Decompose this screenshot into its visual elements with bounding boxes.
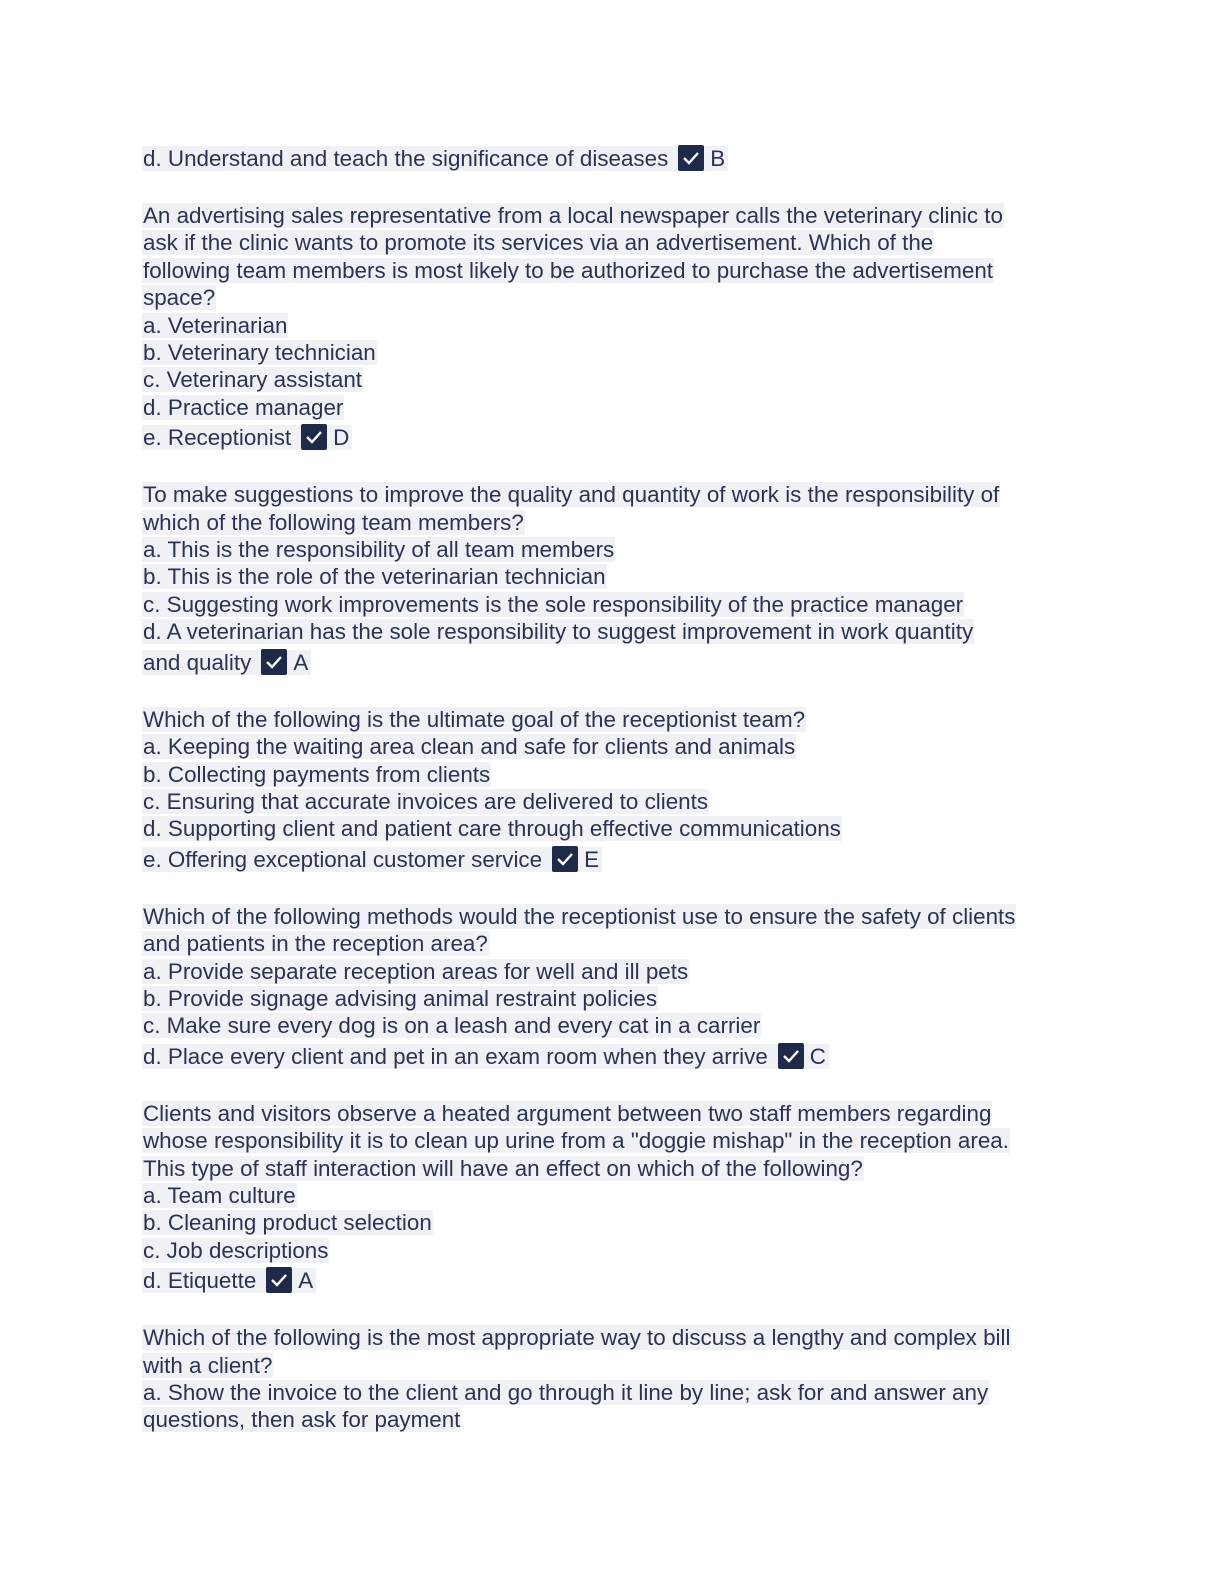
answer-key: B [710, 146, 726, 171]
option-text: b. Provide signage advising animal restraint policies [143, 985, 658, 1011]
checkmark-icon [266, 1267, 292, 1293]
question-block-6 [142, 1100, 1082, 1297]
option-text: a. Show the invoice to the client and go through it line by line; ask for and answer any [143, 1380, 989, 1405]
question-text: which of the following team members? [143, 509, 524, 535]
question-text: whose responsibility it is to clean up urine from a "doggie mishap" in the reception area. [143, 1128, 1009, 1154]
option-text: and quality [143, 649, 252, 675]
question-text: Which of the following is the ultimate goal of the receptionist team? [143, 706, 806, 732]
question-text: following team members is most likely to be authorized to purchase the advertisement [143, 257, 994, 283]
option-text: b. Collecting payments from clients [143, 761, 491, 787]
option-text: b. Cleaning product selection [143, 1210, 432, 1236]
question-text: This type of staff interaction will have an effect on which of the following? [143, 1155, 863, 1181]
option-text: c. Make sure every dog is on a leash and every cat in a carrier [143, 1013, 761, 1039]
option-text: e. Receptionist [143, 425, 292, 451]
option-text: c. Suggesting work improvements is the sole responsibility of the practice manager [143, 591, 964, 617]
checkmark-icon [678, 145, 704, 171]
option-text: b. This is the role of the veterinarian technician [143, 564, 606, 590]
answer-key: E [584, 846, 600, 872]
question-text: ask if the clinic wants to promote its services via an advertisement. Which of the [143, 230, 934, 256]
document-page [142, 142, 1082, 1461]
option-text: a. Keeping the waiting area clean and safe for clients and animals [143, 734, 796, 760]
checkmark-icon [261, 649, 287, 675]
question-text: Which of the following methods would the receptionist use to ensure the safety of clients [143, 903, 1016, 929]
option-text: d. A veterinarian has the sole responsibility to suggest improvement in work quantity [143, 619, 974, 645]
option-text: c. Ensuring that accurate invoices are delivered to clients [143, 788, 709, 814]
option-text: c. Veterinary assistant [143, 367, 363, 393]
option-text: d. Practice manager [143, 394, 344, 420]
checkmark-icon [552, 846, 578, 872]
question-block-2 [142, 202, 1082, 454]
question-block-5 [142, 903, 1082, 1073]
option-text: d. Etiquette [143, 1268, 257, 1294]
option-text: questions, then ask for payment [143, 1407, 461, 1433]
checkmark-icon [301, 424, 327, 450]
question-text: An advertising sales representative from a local newspaper calls the veterinary clinic to [143, 203, 1003, 228]
answer-key: D [333, 425, 350, 451]
option-text: e. Offering exceptional customer service [143, 846, 543, 872]
question-block-7 [142, 1324, 1082, 1434]
question-block-4 [142, 706, 1082, 876]
option-text: a. Veterinarian [143, 312, 288, 338]
option-text: c. Job descriptions [143, 1237, 329, 1263]
question-text: Clients and visitors observe a heated argument between two staff members regarding [143, 1100, 992, 1126]
answer-key: A [298, 1268, 314, 1294]
question-text: with a client? [143, 1352, 273, 1378]
question-text: space? [143, 285, 216, 311]
answer-key: A [293, 649, 309, 675]
checkmark-icon [778, 1043, 804, 1069]
question-text: To make suggestions to improve the quality and quantity of work is the responsibility of [143, 482, 1000, 508]
option-text: a. This is the responsibility of all team members [143, 537, 615, 563]
question-block-3 [142, 481, 1082, 678]
question-block-1 [142, 142, 1082, 175]
option-text: b. Veterinary technician [143, 340, 376, 366]
option-text: d. Understand and teach the significance of diseases [143, 146, 669, 171]
option-text: d. Supporting client and patient care through effective communications [143, 816, 841, 842]
option-text: a. Team culture [143, 1182, 296, 1208]
option-text: d. Place every client and pet in an exam room when they arrive [143, 1043, 768, 1069]
answer-key: C [809, 1043, 826, 1069]
question-text: Which of the following is the most appropriate way to discuss a lengthy and complex bill [143, 1325, 1011, 1351]
question-text: and patients in the reception area? [143, 931, 488, 957]
option-text: a. Provide separate reception areas for well and ill pets [143, 958, 689, 984]
